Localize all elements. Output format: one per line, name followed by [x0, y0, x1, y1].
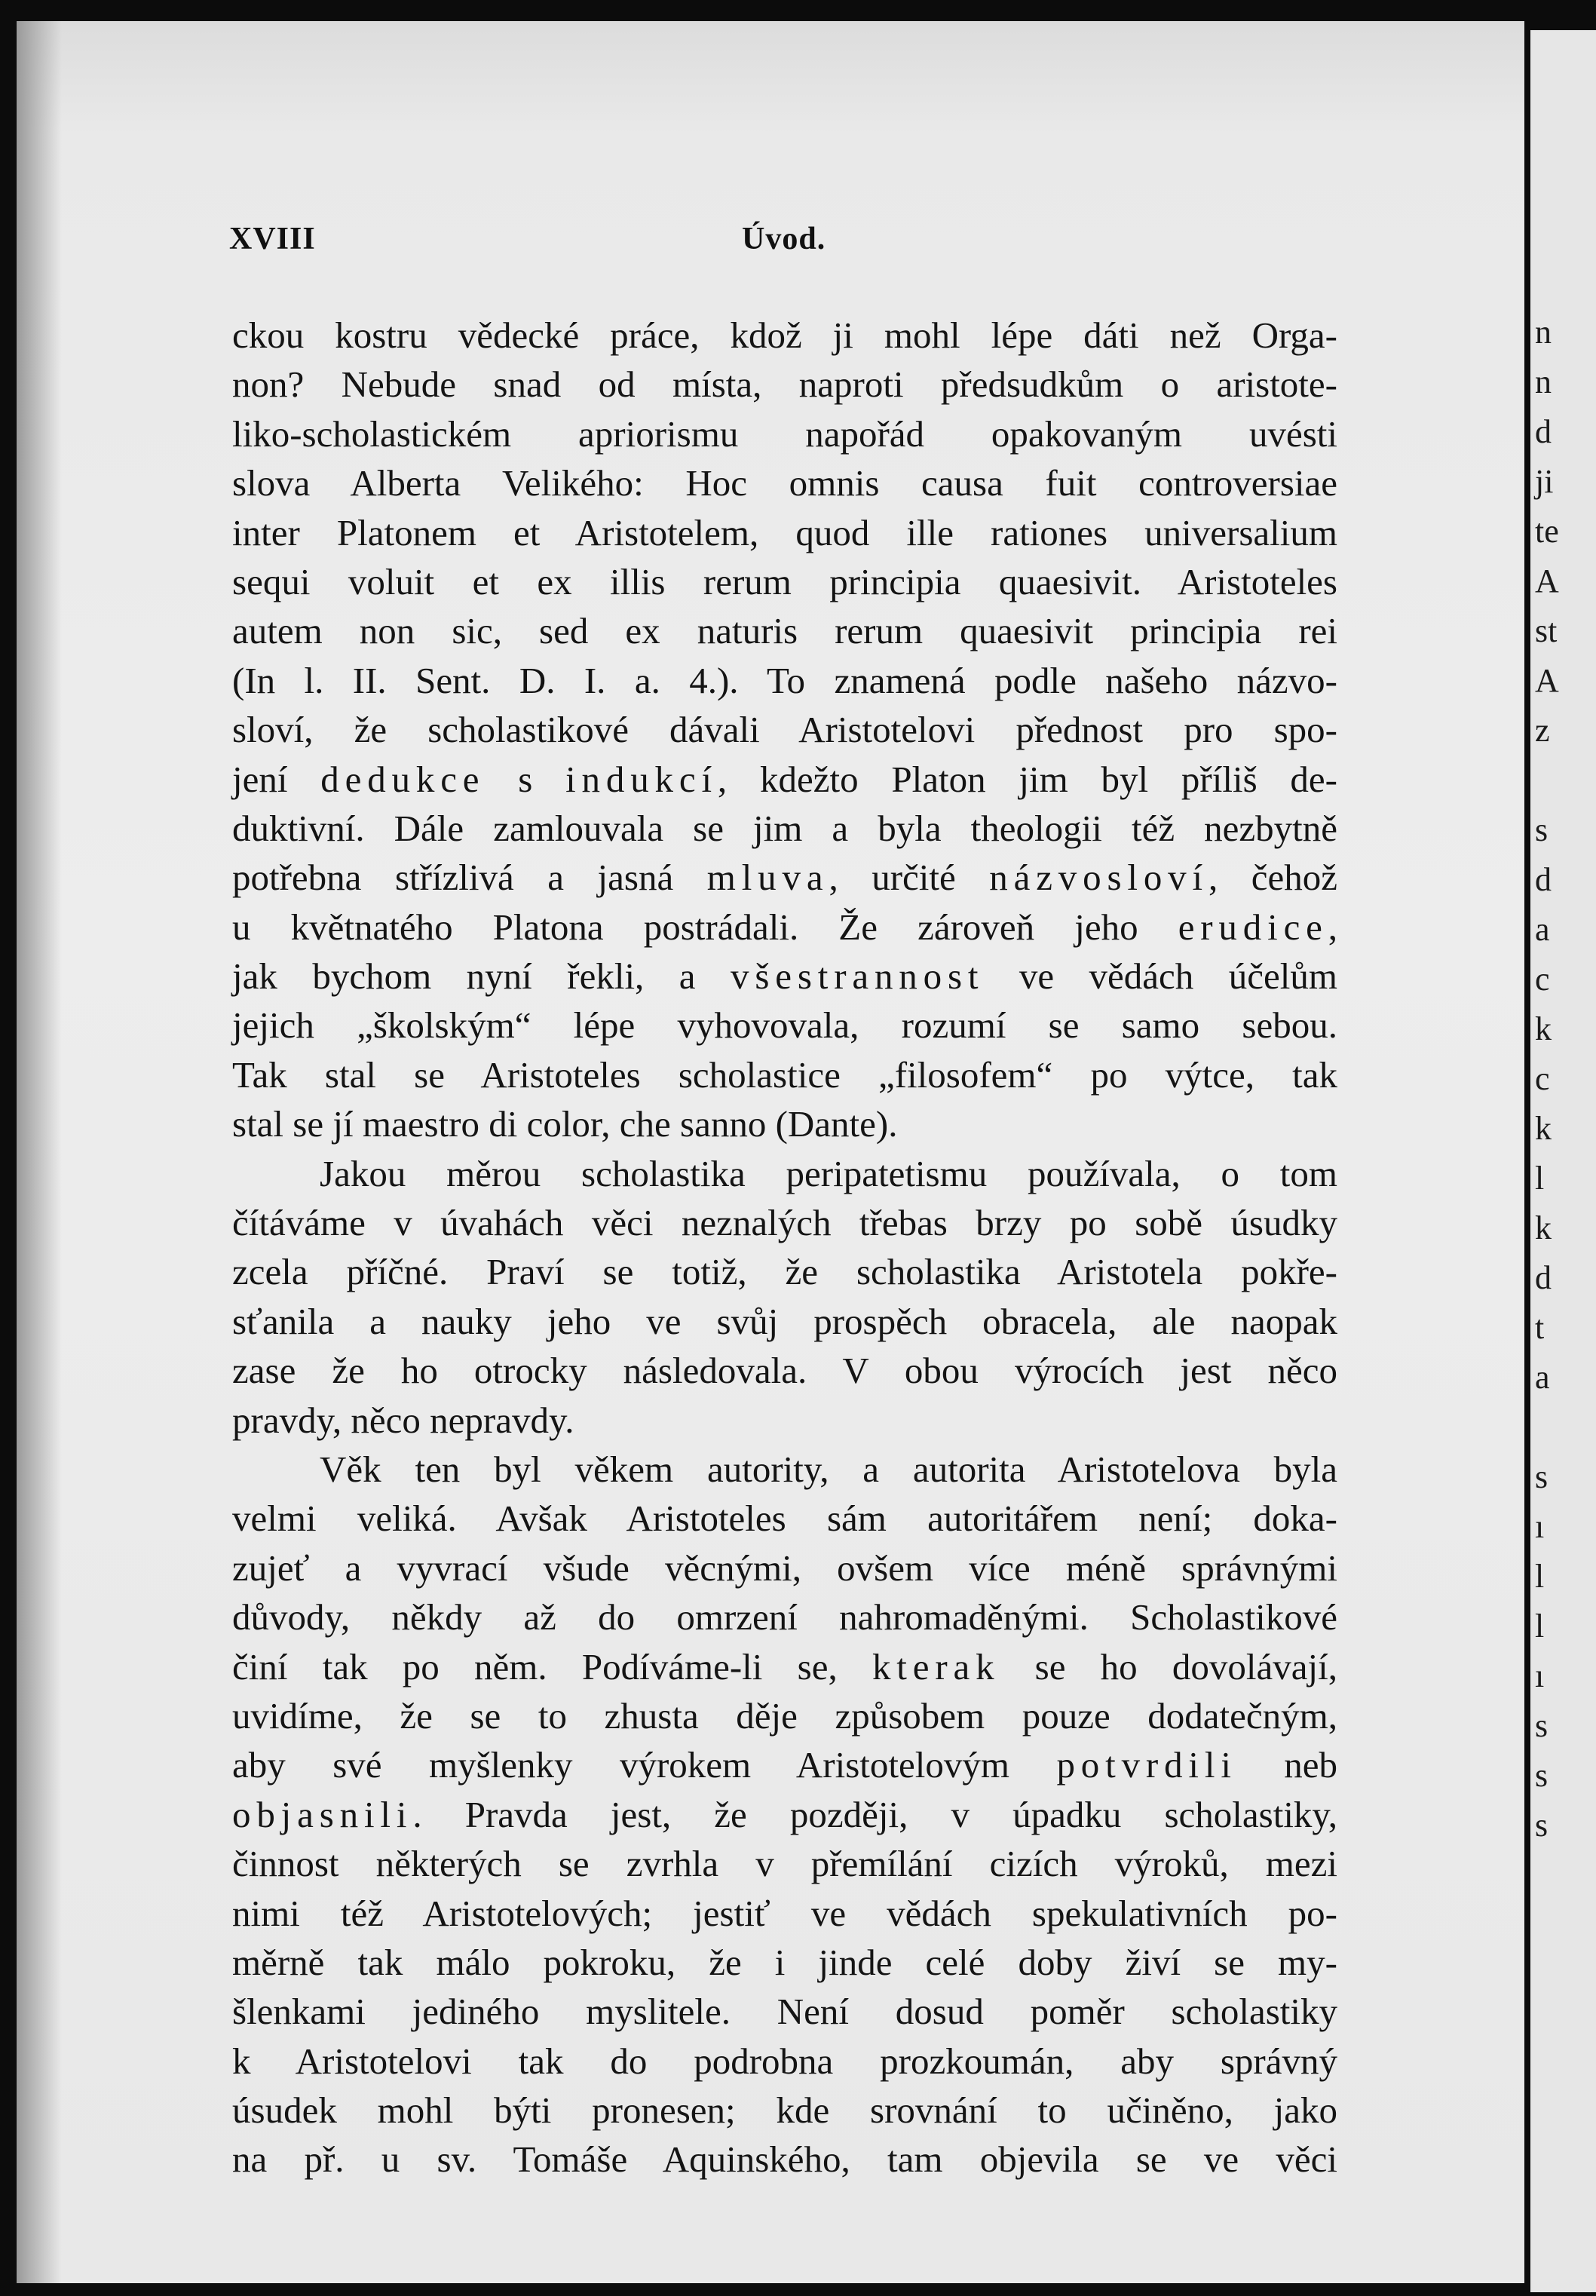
- text-line: uvidíme, že se to zhusta děje způsobem pouze dodatečným,: [232, 1694, 1337, 1737]
- spaced-emphasis: názvosloví: [989, 857, 1208, 899]
- text-line: činnost některých se zvrhla v přemílání cizích výroků, mezi: [232, 1843, 1337, 1885]
- fragment-letter: k: [1535, 1209, 1552, 1246]
- fragment-letter: ı: [1535, 1657, 1545, 1694]
- fragment-letter: l: [1535, 1558, 1545, 1595]
- fragment-letter: st: [1535, 612, 1558, 649]
- text-run: se ho dovolávají,: [1000, 1645, 1338, 1688]
- text-line: čítáváme v úvahách věci neznalých třebas brzy po sobě úsudky: [232, 1202, 1337, 1244]
- text-line: slova Alberta Velikého: Hoc omnis causa fuit controversiae: [232, 462, 1337, 504]
- fragment-letter: s: [1535, 1807, 1549, 1844]
- fragment-letter: A: [1535, 662, 1559, 699]
- fragment-letter: ı: [1535, 1508, 1545, 1545]
- text-run: potřebna střízlivá a jasná: [232, 857, 707, 899]
- text-line: pravdy, něco nepravdy.: [232, 1399, 574, 1441]
- fragment-letter: a: [1535, 1359, 1550, 1396]
- fragment-letter: te: [1535, 513, 1559, 550]
- text-line: sťanila a nauky jeho ve svůj prospěch obracela, ale naopak: [232, 1300, 1337, 1342]
- text-line: Tak stal se Aristoteles scholastice „filosofem“ po výtce, tak: [232, 1053, 1337, 1096]
- text-line: zcela příčné. Praví se totiž, že scholastika Aristotela pokře-: [232, 1251, 1337, 1293]
- text-line: [232, 853, 1337, 902]
- text-line: sloví, že scholastikové dávali Aristotelovi přednost pro spo-: [232, 709, 1337, 751]
- spaced-emphasis: všestrannost: [731, 955, 985, 998]
- text-line: [232, 1642, 1337, 1691]
- text-run: , kdežto Platon jim byl příliš de-: [717, 758, 1337, 800]
- text-line: sequi voluit et ex illis rerum principia quaesivit. Aristoteles: [232, 560, 1337, 602]
- fragment-letter: k: [1535, 1110, 1552, 1147]
- text-line: [232, 1790, 1337, 1839]
- spaced-emphasis: erudice: [1178, 906, 1328, 948]
- fragment-letter: c: [1535, 961, 1550, 998]
- text-run: s: [485, 758, 566, 800]
- fragment-letter: d: [1535, 861, 1552, 898]
- text-run: ve vědách účelům: [984, 955, 1338, 998]
- fragment-letter: A: [1535, 563, 1559, 599]
- adjacent-page-fragment: [1530, 30, 1596, 2292]
- text-line: non? Nebude snad od místa, naproti předsudkům o aristote-: [232, 363, 1337, 406]
- spaced-emphasis: objasnili: [232, 1793, 413, 1835]
- text-line: autem non sic, sed ex naturis rerum quaesivit principia rei: [232, 610, 1337, 652]
- fragment-letter: l: [1535, 1160, 1545, 1197]
- fragment-letter: l: [1535, 1608, 1545, 1645]
- fragment-letter: ji: [1535, 463, 1554, 500]
- text-line: stal se jí maestro di color, che sanno (Dante).: [232, 1103, 898, 1145]
- text-line: duktivní. Dále zamlouvala se jim a byla theologii též nezbytně: [232, 807, 1337, 849]
- text-line: velmi veliká. Avšak Aristoteles sám autoritářem není; doka-: [232, 1497, 1337, 1540]
- text-run: neb: [1236, 1744, 1337, 1786]
- text-line: [232, 903, 1337, 952]
- spaced-emphasis: mluva: [706, 857, 829, 899]
- text-line: [232, 1740, 1337, 1789]
- fragment-letter: k: [1535, 1010, 1552, 1047]
- text-line: [232, 952, 1337, 1001]
- spaced-emphasis: kterak: [872, 1645, 1000, 1688]
- text-run: jak bychom nyní řekli, a: [232, 955, 731, 998]
- text-line: Jakou měrou scholastika peripatetismu používala, o tom: [320, 1152, 1337, 1194]
- text-run: , čehož: [1208, 857, 1337, 899]
- text-line: jejich „školským“ lépe vyhovovala, rozumí se samo sebou.: [232, 1004, 1337, 1047]
- running-head: Úvod.: [742, 222, 826, 256]
- text-run: u květnatého Platona postrádali. Že zároveň jeho: [232, 906, 1178, 948]
- text-line: na př. u sv. Tomáše Aquinského, tam objevila se ve věci: [232, 2138, 1337, 2181]
- fragment-letter: n: [1535, 314, 1552, 351]
- text-line: Věk ten byl věkem autority, a autorita Aristotelova byla: [320, 1448, 1337, 1490]
- fragment-letter: d: [1535, 1259, 1552, 1296]
- book-page: [17, 21, 1524, 2283]
- spaced-emphasis: potvrdili: [1056, 1744, 1237, 1786]
- text-line: důvody, někdy až do omrzení nahromaděnými. Scholastikové: [232, 1596, 1337, 1638]
- text-run: , určité: [829, 857, 990, 899]
- fragment-letter: d: [1535, 413, 1552, 450]
- text-line: liko-scholastickém apriorismu napořád opakovaným uvésti: [232, 412, 1337, 455]
- fragment-letter: s: [1535, 1458, 1549, 1495]
- fragment-letter: t: [1535, 1309, 1545, 1346]
- page-number: XVIII: [229, 222, 316, 256]
- text-line: inter Platonem et Aristotelem, quod ille rationes universalium: [232, 511, 1337, 553]
- text-line: šlenkami jediného myslitele. Není dosud poměr scholastiky: [232, 1991, 1337, 2033]
- text-line: [232, 755, 1337, 804]
- fragment-letter: c: [1535, 1060, 1550, 1097]
- text-line: měrně tak málo pokroku, že i jinde celé doby živí se my-: [232, 1941, 1337, 1983]
- fragment-letter: s: [1535, 1707, 1549, 1744]
- fragment-letter: s: [1535, 811, 1549, 848]
- text-run: ,: [1328, 906, 1337, 948]
- text-line: ckou kostru vědecké práce, kdož ji mohl lépe dáti než Orga-: [232, 314, 1337, 356]
- fragment-letter: s: [1535, 1757, 1549, 1794]
- page-shadow-edge: [17, 21, 62, 2283]
- text-run: . Pravda jest, že později, v úpadku scholastiky,: [412, 1793, 1337, 1835]
- fragment-letter: n: [1535, 363, 1552, 400]
- spaced-emphasis: dedukce: [320, 758, 486, 800]
- fragment-letter: z: [1535, 712, 1550, 749]
- text-line: zujeť a vyvrací všude věcnými, ovšem více méně správnými: [232, 1547, 1337, 1589]
- text-run: činí tak po něm. Podíváme-li se,: [232, 1645, 872, 1688]
- spaced-emphasis: indukcí: [565, 758, 718, 800]
- fragment-letter: a: [1535, 911, 1550, 948]
- text-line: (In l. II. Sent. D. I. a. 4.). To znamená podle našeho názvo-: [232, 659, 1337, 701]
- text-line: úsudek mohl býti pronesen; kde srovnání to učiněno, jako: [232, 2089, 1337, 2132]
- text-line: nimi též Aristotelových; jestiť ve vědách spekulativních po-: [232, 1892, 1337, 1934]
- body-text: [232, 311, 1337, 2184]
- text-run: aby své myšlenky výrokem Aristotelovým: [232, 1744, 1057, 1786]
- text-line: k Aristotelovi tak do podrobna prozkoumán, aby správný: [232, 2040, 1337, 2082]
- text-run: jení: [232, 758, 321, 800]
- text-line: zase že ho otrocky následovala. V obou výrocích jest něco: [232, 1350, 1337, 1392]
